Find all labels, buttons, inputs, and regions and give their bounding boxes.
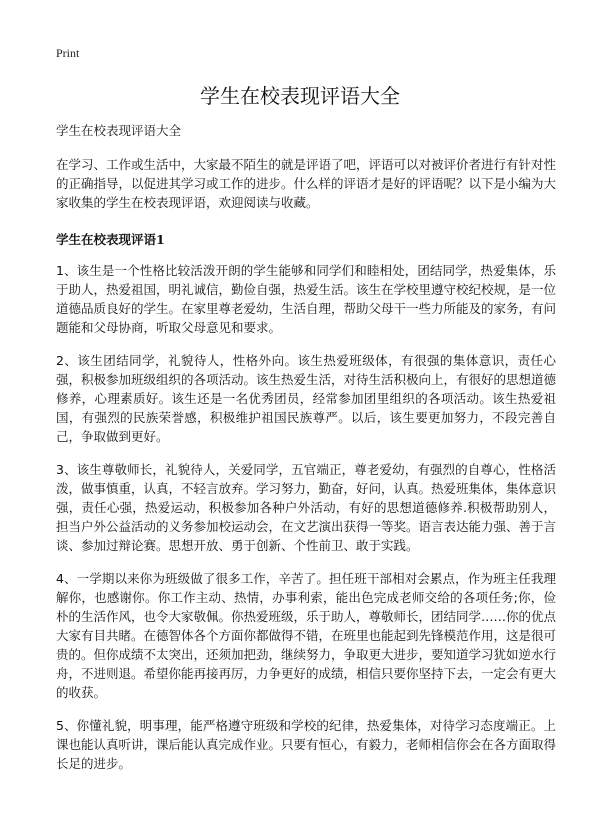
comment-entry-5: 5、你懂礼貌，明事理，能严格遵守班级和学校的纪律，热爱集体，对待学习态度端正。上课也能认真听讲，课后能认真完成作业。只要有恒心，有毅力，老师相信你会在各方面取得长足的进步。 [56, 718, 557, 771]
page-title: 学生在校表现评语大全 [200, 84, 400, 108]
article-body [56, 121, 556, 787]
section-heading: 学生在校表现评语1 [56, 232, 165, 247]
comment-entry-3: 3、该生尊敬师长，礼貌待人，关爱同学，五官端正，尊老爱幼，有强烈的自尊心，性格活泼，做事慎重，认真，不轻言放弃。学习努力，勤奋，好问，认真。热爱班集体，集体意识强，责任心强，热爱运动，积极参加各种户外活动，有好的思想道德修养.积极帮助别人，担当户外公益活动的义务参加校运动会，在文艺演出获得一等奖。语言表达能力强、善于言谈、参加过辩论赛。思想开放、勇于创新、个性前卫、敢于实践。 [56, 462, 557, 553]
comment-entry-1: 1、该生是一个性格比较活泼开朗的学生能够和同学们和睦相处，团结同学，热爱集体，乐于助人，热爱祖国，明礼诚信，勤俭自强，热爱生活。该生在学校里遵守校纪校规，是一位道德品质良好的学生。在家里尊老爱幼，生活自理，帮助父母干一些力所能及的家务，有问题能和父母协商，听取父母意见和要求。 [56, 263, 557, 335]
intro-paragraph: 在学习、工作或生活中，大家最不陌生的就是评语了吧，评语可以对被评价者进行有针对性的正确指导，以促进其学习或工作的进步。什么样的评语才是好的评语呢？以下是小编为大家收集的学生在校表现评语，欢迎阅读与收藏。 [56, 157, 557, 210]
comment-entry-4: 4、一学期以来你为班级做了很多工作，辛苦了。担任班干部相对会累点，作为班主任我理解你，也感谢你。你工作主动、热情，办事利索，能出色完成老师交给的各项任务;你，俭朴的生活作风，也令大家敬佩。你热爱班级，乐于助人，尊敬师长，团结同学……你的优点大家有目共睹。在德智体各个方面你都做得不错，在班里也能起到先锋模范作用，这是很可贵的。但你成绩不太突出，还须加把劲，继续努力，争取更大进步，要知道学习犹如逆水行舟，不进则退。希望你能再接再厉，力争更好的成绩，相信只要你坚持下去，一定会有更大的收获。 [56, 571, 557, 700]
comment-entry-2: 2、该生团结同学，礼貌待人，性格外向。该生热爱班级体，有很强的集体意识，责任心强，积极参加班级组织的各项活动。该生热爱生活，对待生活积极向上，有很好的思想道德修养，心理素质好。该生还是一名优秀团员，经常参加团里组织的各项活动。该生热爱祖国，有强烈的民族荣誉感，积极维护祖国民族尊严。以后，该生要更加努力，不段完善自己，争取做到更好。 [56, 353, 557, 444]
article-subtitle: 学生在校表现评语大全 [56, 123, 182, 138]
print-link[interactable]: Print [56, 46, 80, 60]
